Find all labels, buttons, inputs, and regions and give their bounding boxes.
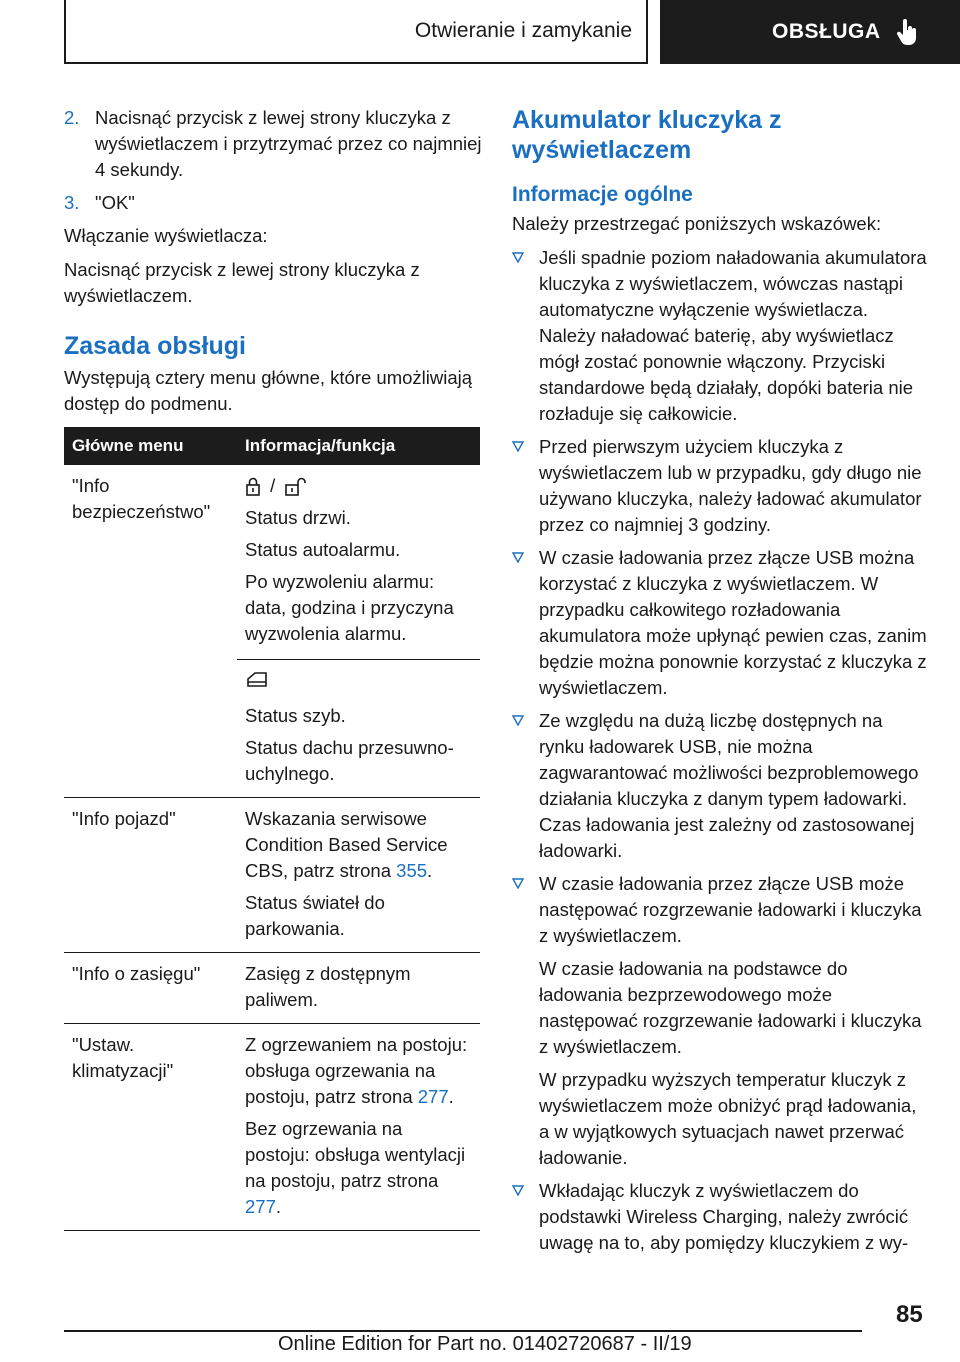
step-text: "OK" [95, 192, 135, 213]
info-cell [237, 1024, 480, 1231]
table-row [64, 798, 480, 953]
info-line: Status autoalarmu. [245, 539, 401, 560]
step-item [64, 190, 482, 216]
punctuation: . [275, 1196, 282, 1217]
menu-name-cell: "Ustaw. klimatyzacji" [64, 1024, 237, 1231]
triangle-bullet-icon [512, 545, 539, 701]
right-column [512, 105, 928, 1263]
subsection-heading: Informacje ogólne [512, 183, 693, 206]
menu-name-cell: "Info o zasięgu" [64, 953, 237, 1024]
page-number: 85 [896, 1301, 923, 1328]
triangle-bullet-icon [512, 871, 539, 1171]
info-line: Status dachu przesuwno-uchylnego. [245, 737, 454, 784]
table-row [64, 1024, 480, 1231]
list-item [512, 1178, 928, 1256]
paragraph: Nacisnąć przycisk z lewej strony kluczyka z wyświetlaczem. [64, 259, 420, 306]
list-item-body [539, 871, 928, 1171]
step-number: 2. [64, 107, 80, 128]
lock-open-icon [284, 477, 310, 497]
info-cell [237, 465, 480, 798]
page-link[interactable]: 277 [245, 1196, 276, 1217]
list-item-text: Jeśli spadnie poziom naładowania akumulatora kluczyka z wyświetlaczem, wówczas nastąpi automatyczne wyłączenie wyświetlacza. Należy naładować baterię, aby wyświetlacz mógł zostać ponownie włączony. Przyciski standardowe będą działały, dopóki bateria nie rozładuje się całkowicie. [539, 247, 927, 424]
info-cell: Zasięg z dostępnym paliwem. [237, 953, 480, 1024]
list-item-text: W czasie ładowania przez złącze USB może następować rozgrzewanie ładowarki i kluczyka z wyświetlaczem. [539, 873, 922, 946]
list-item-text: W czasie ładowania na podstawce do ładowania bezprzewodowego może następować rozgrzewanie ładowarki i kluczyka z wyświetlaczem. [539, 958, 922, 1057]
list-item-text: Przed pierwszym użyciem kluczyka z wyświetlaczem lub w przypadku, gdy długo nie używano kluczyka, należy ładować akumulator przez co najmniej 3 godziny. [539, 436, 922, 535]
list-item-text: W czasie ładowania przez złącze USB można korzystać z kluczyka z wyświetlaczem. W przypadku całkowitego rozładowania akumulatora może upłynąć pewien czas, zanim będzie można ponownie korzystać z kluczyka z wyświetlaczem. [539, 547, 927, 698]
triangle-bullet-icon [512, 434, 539, 538]
paragraph: Włączanie wyświetlacza: [64, 225, 268, 246]
triangle-bullet-icon [512, 708, 539, 864]
menu-table [64, 427, 480, 1231]
chapter-title: OBSŁUGA [772, 20, 881, 43]
list-item [512, 708, 928, 864]
punctuation: . [448, 1086, 454, 1107]
list-item [512, 434, 928, 538]
lock-status-icons [245, 473, 472, 499]
list-item [512, 545, 928, 701]
info-cell [237, 798, 480, 953]
table-header-row [64, 427, 480, 465]
info-line: Status świateł do parkowania. [245, 892, 385, 939]
punctuation: . [427, 860, 433, 881]
step-number: 3. [64, 192, 80, 213]
footer-text: Online Edition for Part no. 01402720687 - II/19 [278, 1333, 692, 1355]
step-item [64, 105, 482, 183]
info-text: Z ogrzewaniem na postoju: obsługa ogrzewania na postoju, patrz strona [245, 1034, 468, 1107]
section-title: Otwieranie i zamykanie [414, 19, 632, 42]
table-row [64, 465, 480, 798]
list-item-text: W przypadku wyższych temperatur kluczyk z wyświetlaczem może obniżyć prąd ładowania, a w wyjątkowych sytuacjach nawet przerwać ładowanie. [539, 1069, 917, 1168]
paragraph: Występują cztery menu główne, które umożliwiają dostęp do podmenu. [64, 367, 473, 414]
info-text: Bez ogrzewania na postoju: obsługa wentylacji na postoju, patrz strona [245, 1118, 466, 1191]
bullet-list [512, 245, 928, 1256]
divider [237, 659, 480, 660]
footer-divider [64, 1330, 862, 1332]
table-header-cell: Główne menu [64, 427, 237, 465]
info-text: Wskazania serwisowe Condition Based Service CBS, patrz strona [245, 808, 448, 881]
list-item-text: Ze względu na dużą liczbę dostępnych na rynku ładowarek USB, nie można zagwarantować możliwości bezproblemowego działania kluczyka z danym typem ładowarki. Czas ładowania jest zależny od zastosowanej ładowarki. [539, 710, 919, 861]
icon-separator: / [270, 475, 276, 496]
menu-name-cell: "Info bezpieczeństwo" [64, 465, 237, 798]
page-link[interactable]: 277 [417, 1086, 449, 1107]
info-line [245, 1032, 472, 1110]
menu-name-cell: "Info pojazd" [64, 798, 237, 953]
list-item [512, 871, 928, 1171]
header-section-box [64, 0, 648, 64]
info-line: Status drzwi. [245, 507, 351, 528]
lock-closed-icon [245, 477, 261, 497]
page-link[interactable]: 355 [396, 860, 428, 881]
triangle-bullet-icon [512, 245, 539, 427]
section-heading: Zasada obsługi [64, 332, 246, 360]
header-chapter-box [660, 0, 960, 64]
step-text: Nacisnąć przycisk z lewej strony kluczyka z wyświetlaczem i przytrzymać przez co najmniej 4 sekundy. [95, 107, 482, 180]
list-item-text: Wkładając kluczyk z wyświetlaczem do podstawki Wireless Charging, należy zwrócić uwagę na to, aby pomiędzy kluczykiem z wy- [539, 1180, 909, 1253]
left-column [64, 105, 482, 1231]
paragraph: Należy przestrzegać poniższych wskazówek: [512, 213, 882, 234]
window-icon [245, 670, 269, 690]
hand-pointer-icon [897, 19, 919, 45]
table-row [64, 953, 480, 1024]
info-line [245, 806, 472, 884]
info-line [245, 1116, 472, 1220]
section-heading: Akumulator kluczyka z wyświetlaczem [512, 106, 782, 164]
list-item [512, 245, 928, 427]
info-line: Status szyb. [245, 705, 346, 726]
table-header-cell: Informacja/funkcja [237, 427, 480, 465]
triangle-bullet-icon [512, 1178, 539, 1256]
info-line: Po wyzwoleniu alarmu: data, godzina i przyczyna wyzwolenia alarmu. [245, 571, 454, 644]
